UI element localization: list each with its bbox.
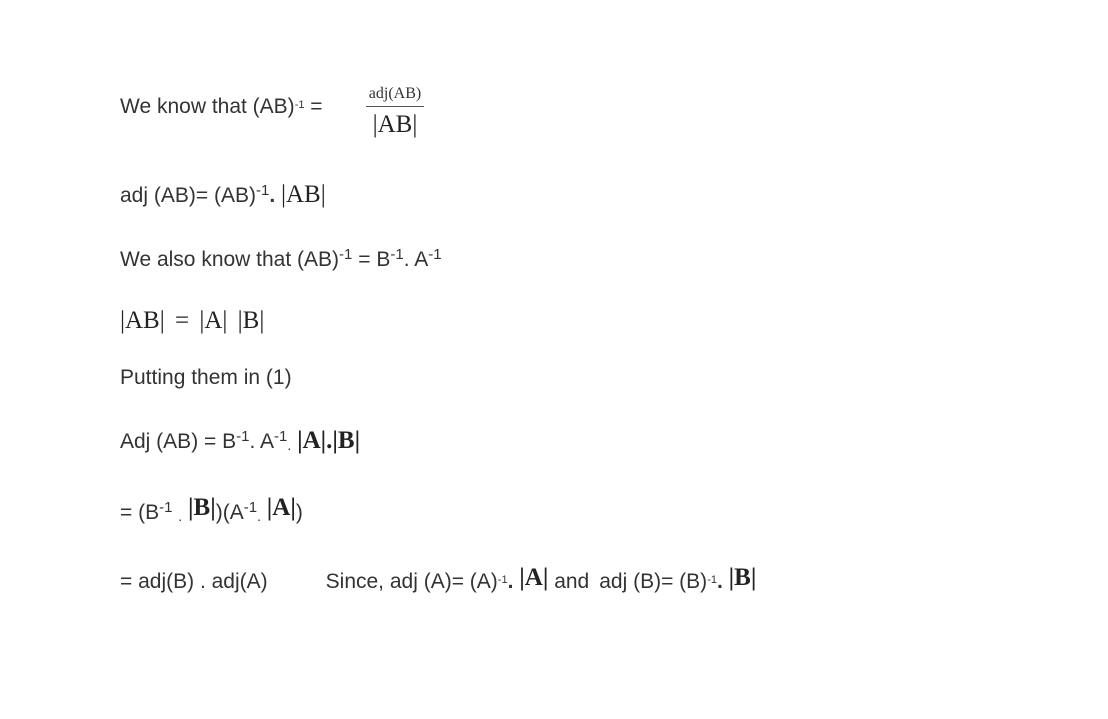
line-8 bbox=[120, 565, 756, 592]
line-7-prefix: = (B bbox=[120, 501, 160, 524]
line-6-exponent-2: -1 bbox=[274, 428, 288, 445]
line-8-dot-1: . bbox=[507, 570, 514, 593]
line-1 bbox=[120, 96, 323, 117]
line-7-det-b: |B| bbox=[188, 494, 216, 521]
line-1-equals: = bbox=[304, 95, 323, 118]
line-8-exponent-1: -1 bbox=[497, 574, 508, 586]
line-4 bbox=[120, 308, 264, 333]
line-8-and: and bbox=[554, 570, 590, 593]
line-1-prefix: We know that (AB) bbox=[120, 95, 295, 118]
line-8-exponent-2: -1 bbox=[707, 574, 717, 586]
line-8-dot-2: . bbox=[716, 570, 723, 593]
line-7-dot-2: . bbox=[257, 508, 261, 524]
line-6-det-a-times-det-b: |A|.|B| bbox=[297, 427, 361, 454]
line-3-exponent-2: -1 bbox=[390, 246, 404, 263]
line-3-mid: = B bbox=[352, 248, 391, 271]
line-2-prefix: adj (AB)= (AB) bbox=[120, 184, 256, 207]
fraction-denominator: |AB| bbox=[372, 111, 418, 138]
line-7-exponent-2: -1 bbox=[243, 499, 258, 516]
line-7-dot-1: . bbox=[178, 508, 183, 524]
line-3-mid-2: . A bbox=[403, 248, 429, 271]
line-8-det-b: |B| bbox=[728, 564, 757, 591]
line-3 bbox=[120, 246, 442, 271]
line-8-adj-b: adj (B)= (B) bbox=[599, 570, 708, 593]
fraction-adj-ab-over-det-ab bbox=[366, 85, 424, 139]
line-2 bbox=[120, 182, 326, 207]
line-7 bbox=[120, 495, 303, 523]
line-7-end: ) bbox=[295, 501, 303, 524]
line-8-since: Since, adj (A)= (A) bbox=[325, 570, 498, 593]
line-7-exponent-1: -1 bbox=[159, 499, 173, 516]
line-6-dot: . bbox=[287, 437, 292, 453]
line-8-left: = adj(B) . adj(A) bbox=[120, 570, 268, 593]
line-3-exponent-1: -1 bbox=[339, 246, 353, 263]
line-2-det-ab: |AB| bbox=[281, 181, 326, 208]
line-2-dot: . bbox=[269, 184, 276, 207]
line-3-exponent-3: -1 bbox=[428, 246, 442, 263]
line-7-det-a: |A| bbox=[266, 494, 296, 521]
line-5-text: Putting them in (1) bbox=[120, 366, 292, 389]
line-8-det-a: |A| bbox=[519, 564, 549, 591]
line-4-equation: |AB| = |A| |B| bbox=[120, 307, 265, 334]
line-2-exponent: -1 bbox=[255, 182, 270, 199]
line-6-exponent-1: -1 bbox=[236, 428, 250, 445]
line-1-exponent: -1 bbox=[294, 99, 305, 111]
fraction-numerator: adj(AB) bbox=[366, 85, 424, 107]
line-6-prefix: Adj (AB) = B bbox=[120, 430, 237, 453]
line-7-mid: )(A bbox=[215, 501, 244, 524]
line-3-prefix: We also know that (AB) bbox=[120, 248, 340, 271]
line-6-mid: . A bbox=[249, 430, 275, 453]
line-5 bbox=[120, 367, 292, 388]
line-6 bbox=[120, 428, 360, 453]
